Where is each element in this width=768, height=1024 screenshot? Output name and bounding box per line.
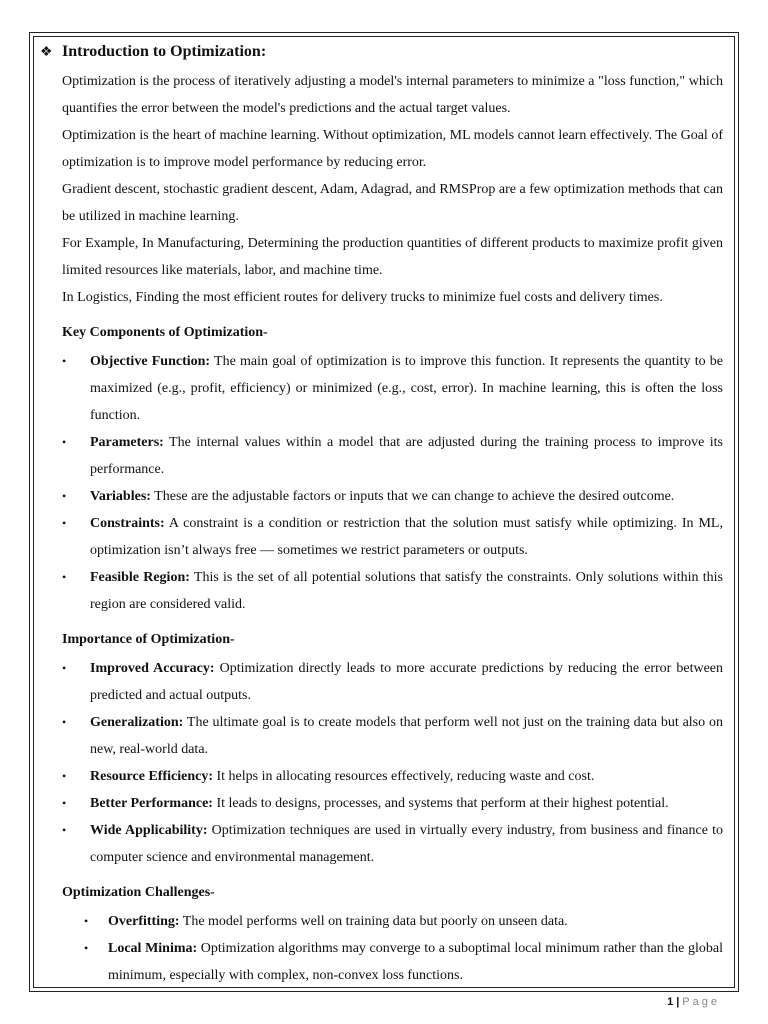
intro-paragraphs [40, 68, 723, 311]
list-item [40, 429, 723, 483]
bullet-icon: • [84, 941, 89, 955]
list-item [40, 483, 723, 510]
item-term: Improved Accuracy: [90, 661, 215, 676]
intro-paragraph: Optimization is the process of iteratively adjusting a model's internal parameters to minimize a "loss function," which quantifies the error between the model's predictions and the actual target values. [62, 74, 723, 116]
footer-separator: | [676, 996, 680, 1008]
item-term: Objective Function: [90, 354, 211, 369]
item-term: Resource Efficiency: [90, 769, 213, 784]
intro-paragraph: In Logistics, Finding the most efficient routes for delivery trucks to minimize fuel costs and delivery times. [62, 290, 663, 305]
list-item [40, 935, 723, 989]
bullet-icon: • [84, 914, 89, 928]
item-term: Parameters: [90, 435, 164, 450]
item-text: It leads to designs, processes, and systems that perform at their highest potential. [212, 796, 669, 811]
intro-paragraph: Gradient descent, stochastic gradient descent, Adam, Adagrad, and RMSProp are a few optimization methods that can be utilized in machine learning. [62, 182, 723, 224]
item-text: This is the set of all potential solutions that satisfy the constraints. Only solutions within this region are considered valid. [90, 570, 724, 612]
item-text: The internal values within a model that are adjusted during the training process to improve its performance. [90, 435, 723, 477]
list-item [40, 908, 723, 935]
list-item [40, 348, 723, 429]
list-item [40, 564, 723, 618]
document-body [40, 38, 723, 989]
item-text: Optimization techniques are used in virtually every industry, from business and finance to computer science and environmental management. [90, 823, 723, 865]
intro-paragraph: For Example, In Manufacturing, Determining the production quantities of different products to maximize profit given limited resources like materials, labor, and machine time. [62, 236, 723, 278]
section-heading: Optimization Challenges- [62, 885, 215, 900]
item-term: Wide Applicability: [90, 823, 208, 838]
section-heading: Key Components of Optimization- [62, 325, 268, 340]
item-term: Variables: [90, 489, 151, 504]
item-term: Feasible Region: [90, 570, 190, 585]
bullet-icon: • [62, 516, 67, 530]
bullet-icon: • [62, 769, 67, 783]
page-number: 1 [667, 996, 674, 1008]
list-item [40, 790, 723, 817]
item-text: It helps in allocating resources effectively, reducing waste and cost. [212, 769, 595, 784]
item-term: Overfitting: [108, 914, 180, 929]
bullet-list [40, 655, 723, 871]
item-term: Constraints: [90, 516, 165, 531]
item-text: Optimization directly leads to more accurate predictions by reducing the error between predicted and actual outputs. [90, 661, 724, 703]
item-text: The main goal of optimization is to improve this function. It represents the quantity to be maximized (e.g., profit, efficiency) or minimized (e.g., cost, error). In machine learning, this is often the loss function. [90, 354, 723, 423]
list-item [40, 655, 723, 709]
bullet-list [40, 348, 723, 618]
list-item [40, 510, 723, 564]
list-item [40, 817, 723, 871]
item-text: These are the adjustable factors or inputs that we can change to achieve the desired outcome. [150, 489, 675, 504]
list-item [40, 709, 723, 763]
bullet-icon: • [62, 570, 67, 584]
list-item [40, 763, 723, 790]
diamond-bullet-icon: ❖ [40, 45, 53, 60]
item-text: The ultimate goal is to create models that perform well not just on the training data but also on new, real-world data. [90, 715, 723, 757]
bullet-icon: • [62, 435, 67, 449]
bullet-icon: • [62, 796, 67, 810]
bullet-icon: • [62, 661, 67, 675]
page-label: Page [682, 996, 720, 1008]
title-row [40, 38, 723, 66]
bullet-icon: • [62, 715, 67, 729]
bullet-icon: • [62, 489, 67, 503]
bullet-icon: • [62, 823, 67, 837]
bullet-icon: • [62, 354, 67, 368]
item-term: Better Performance: [90, 796, 213, 811]
item-text: A constraint is a condition or restriction that the solution must satisfy while optimizing. In ML, optimization isn’t always free — sometimes we restrict parameters or outputs. [90, 516, 723, 558]
page-title: Introduction to Optimization: [62, 43, 267, 60]
item-term: Generalization: [90, 715, 184, 730]
item-text: Optimization algorithms may converge to a suboptimal local minimum rather than the global minimum, especially with complex, non-convex loss functions. [108, 941, 724, 983]
item-text: The model performs well on training data but poorly on unseen data. [179, 914, 568, 929]
section-heading: Importance of Optimization- [62, 632, 235, 647]
page-footer [667, 996, 720, 1008]
bullet-list [40, 908, 723, 989]
item-term: Local Minima: [108, 941, 198, 956]
intro-paragraph: Optimization is the heart of machine learning. Without optimization, ML models cannot learn effectively. The Goal of optimization is to improve model performance by reducing error. [62, 128, 723, 170]
